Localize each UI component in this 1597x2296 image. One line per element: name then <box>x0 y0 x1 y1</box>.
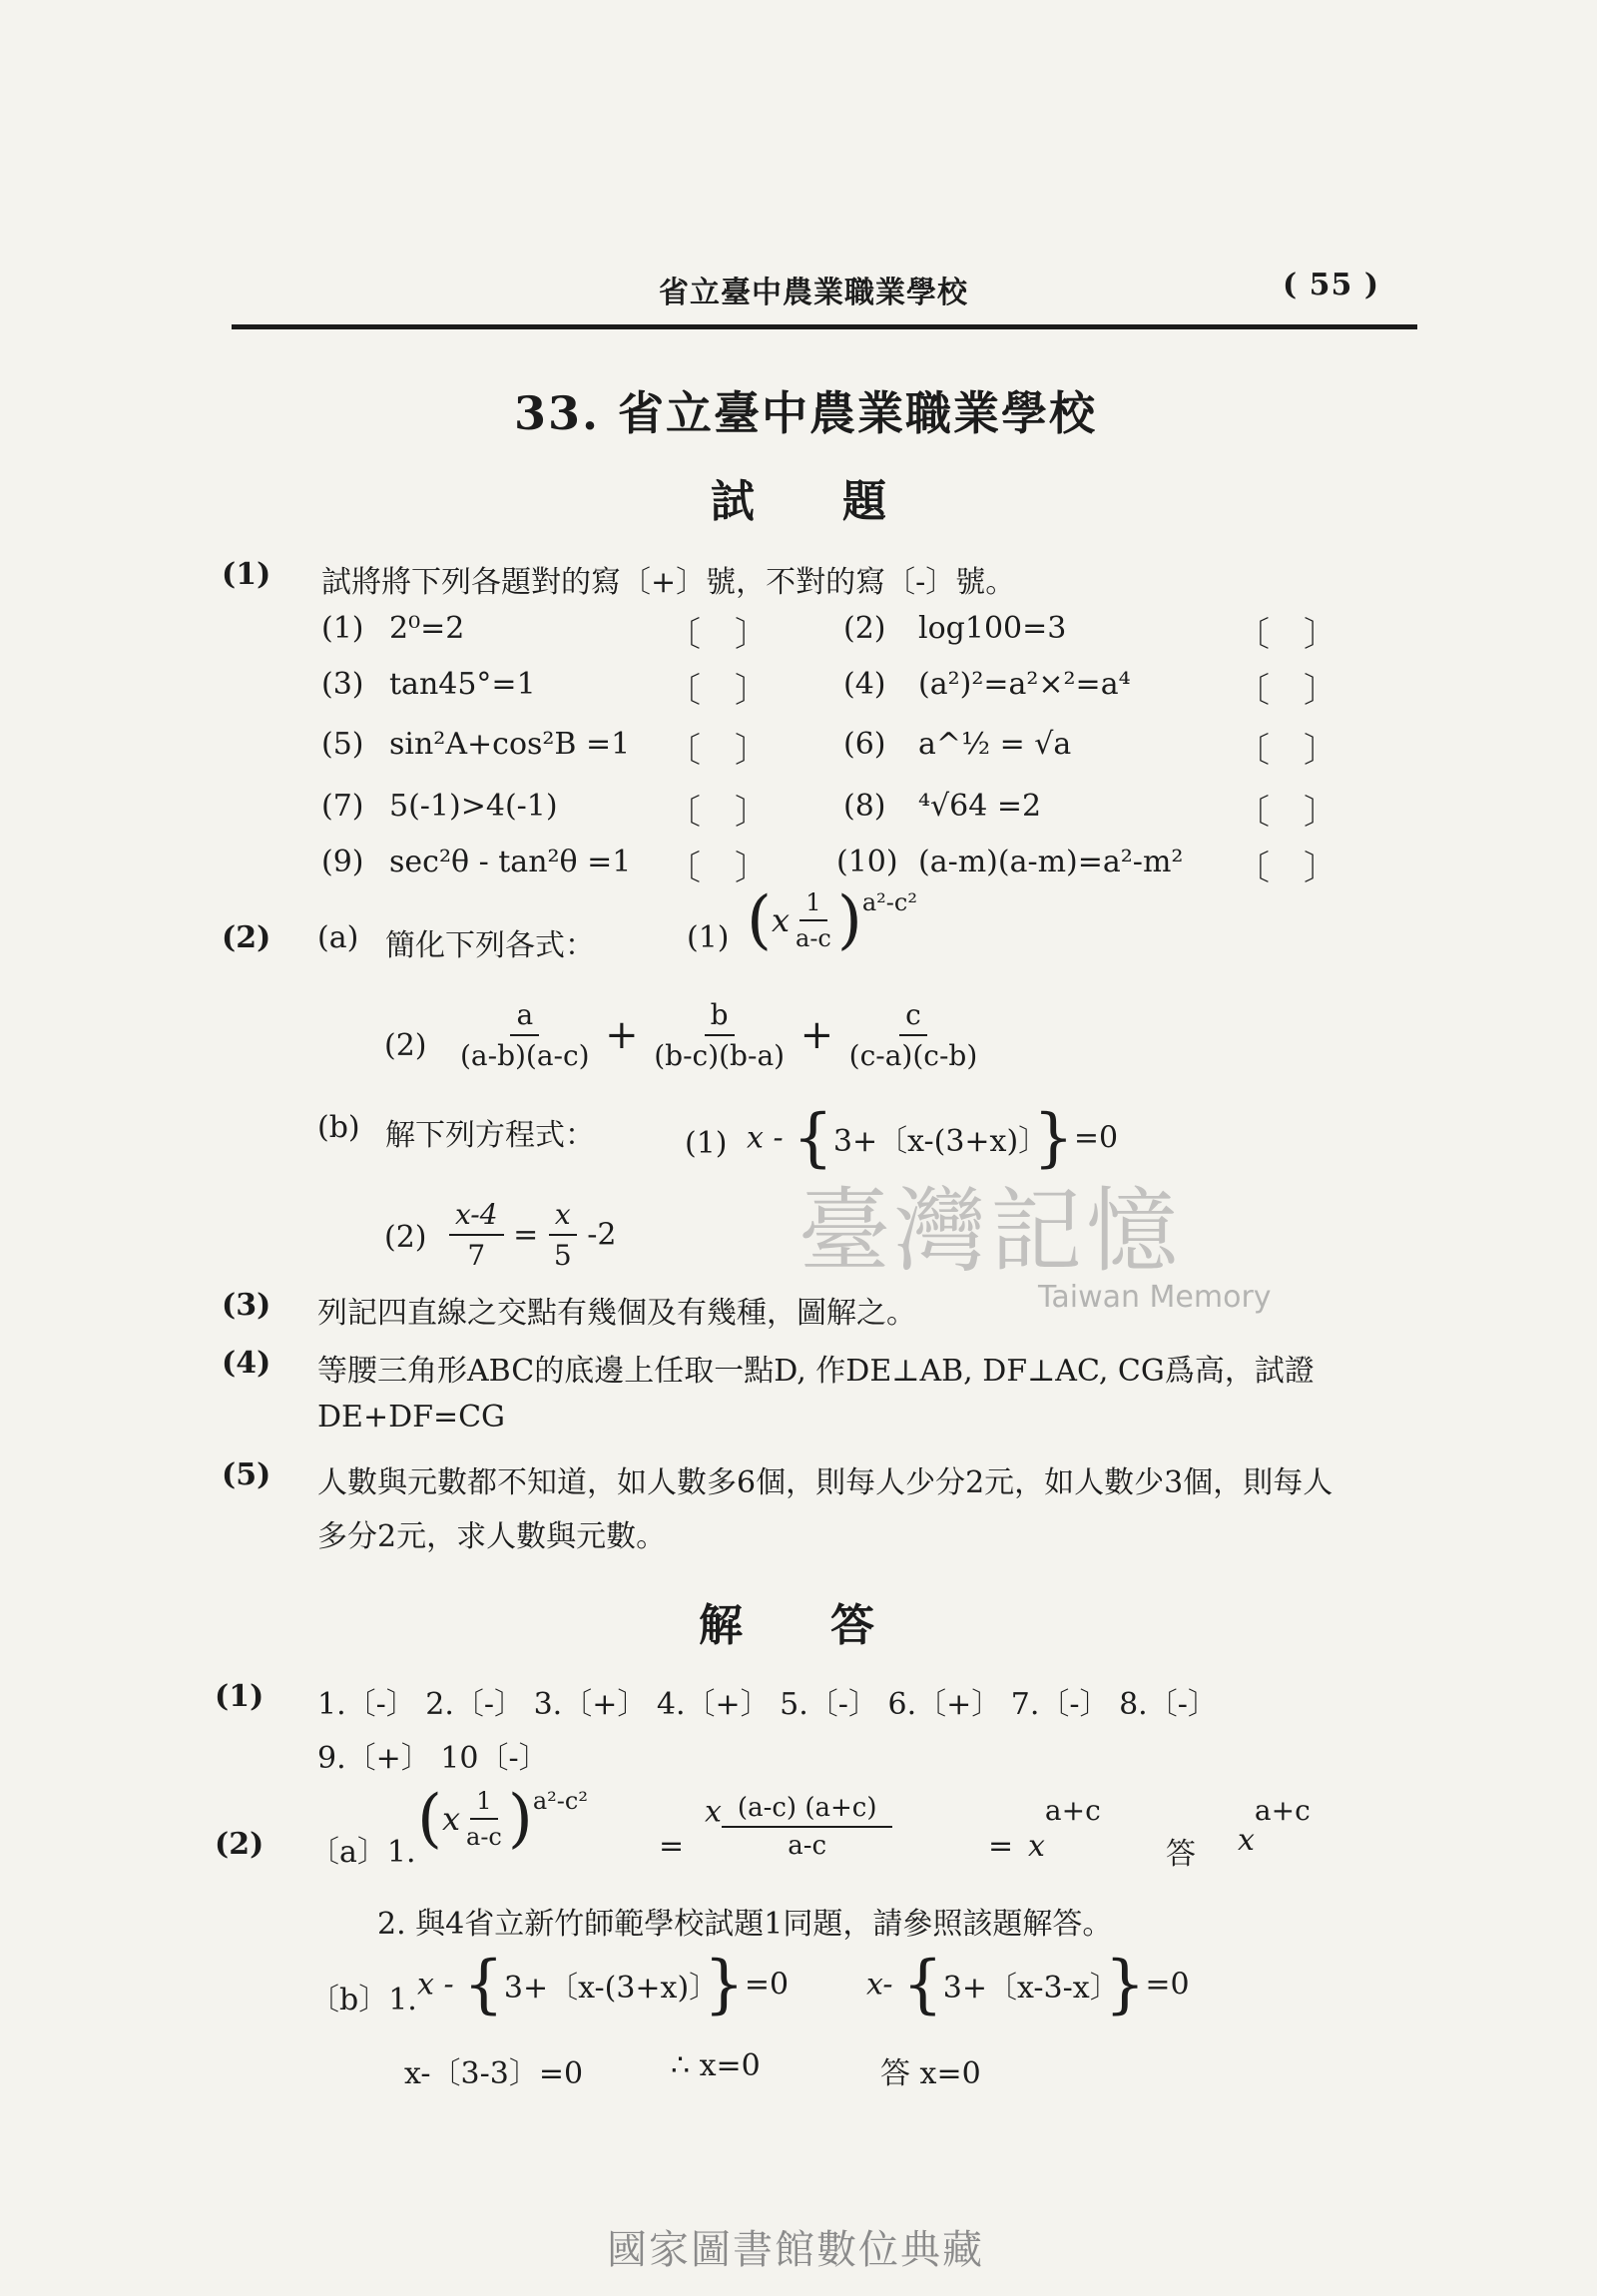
a2-answer: xa+c <box>1238 1794 1311 1858</box>
q4-label: (4) <box>222 1346 271 1381</box>
q1-item-2-expr: log100=3 <box>918 611 1067 646</box>
watermark-chinese: 臺灣記憶 <box>798 1178 1183 1285</box>
q2a2-term-2: $\frac{b}{(b-c)(b-a)}$ <box>654 998 786 1072</box>
q1-item-8-expr: ⁴√64 =2 <box>918 789 1042 824</box>
q1-item-7-label: (7) <box>321 789 364 824</box>
q2a2-expr <box>454 998 983 1072</box>
footer-archive-label: 國家圖書館數位典藏 <box>607 2227 984 2273</box>
a2-b-line2-b: ∴ x=0 <box>671 2048 761 2083</box>
a2-step: x $\frac{(a-c) (a+c)}{a-c}$ <box>705 1793 892 1861</box>
q1-item-3-expr: tan45°=1 <box>389 667 536 702</box>
q1-item-1-expr: 2⁰=2 <box>389 611 465 646</box>
q2b1-label: (1) <box>685 1126 728 1161</box>
q1-item-10-label: (10) <box>836 845 898 879</box>
q1-item-6-expr: a^½ = √a <box>918 727 1072 762</box>
q5-text-line2: 多分2元，求人數與元數。 <box>317 1519 667 1554</box>
a2-line2: 2. 與4省立新竹師範學校試題1同題，請參照該題解答。 <box>377 1907 1113 1942</box>
open-paren: ( <box>747 883 772 957</box>
q2a1-base: x <box>771 901 791 939</box>
plus-sign: + <box>605 1012 639 1058</box>
q5-label: (5) <box>222 1457 271 1492</box>
page-title: 33. 省立臺中農業職業學校 <box>514 386 1098 440</box>
running-title: 省立臺中農業職業學校 <box>659 276 968 310</box>
q2a1-outer-exp: a²-c² <box>861 888 917 916</box>
q2a2-term-3: $\frac{c}{(c-a)(c-b)}$ <box>848 998 978 1072</box>
a1-row2: 9.〔+〕 10〔-〕 <box>317 1741 549 1776</box>
q1-item-6-bracket: 〔 〕 <box>1236 731 1337 771</box>
a1-row1: 1.〔-〕 2.〔-〕 3.〔+〕 4.〔+〕 5.〔-〕 6.〔+〕 7.〔-〕 8.〔-〕 <box>317 1687 1218 1722</box>
a2-b-label: 〔b〕1. <box>309 1983 417 2017</box>
q1-item-1-bracket: 〔 〕 <box>667 615 769 655</box>
open-paren: ( <box>417 1782 442 1856</box>
q4-text-line1: 等腰三角形ABC的底邊上任取一點D, 作DE⊥AB, DF⊥AC, CG爲高，試證 <box>317 1354 1315 1389</box>
a2-b-expr2: x- {3+〔x-3-x〕}=0 <box>866 1948 1190 2021</box>
q1-item-4-bracket: 〔 〕 <box>1236 671 1337 711</box>
q1-item-9-expr: sec²θ - tan²θ =1 <box>389 845 632 879</box>
q1-item-1-label: (1) <box>321 611 364 646</box>
a2-b-line2-a: x-〔3-3〕=0 <box>404 2056 584 2091</box>
q2a2-term-1: $\frac{a}{(a-b)(a-c)}$ <box>460 998 590 1072</box>
q1-item-10-bracket: 〔 〕 <box>1236 849 1337 888</box>
q2a1-expr <box>747 883 917 957</box>
a2-exp-fraction: $\frac{1}{a-c}$ <box>466 1787 502 1851</box>
answers-heading: 解 答 <box>699 1600 874 1651</box>
q1-item-8-bracket: 〔 〕 <box>1236 793 1337 833</box>
q1-item-9-bracket: 〔 〕 <box>667 849 769 888</box>
q1-item-7-expr: 5(-1)>4(-1) <box>389 789 558 824</box>
a1-label: (1) <box>215 1679 265 1714</box>
q1-item-5-label: (5) <box>321 727 364 762</box>
q2b2-frac-1: $\frac{x-4}{7}$ <box>449 1198 504 1272</box>
q1-item-7-bracket: 〔 〕 <box>667 793 769 833</box>
header-rule <box>232 324 1417 329</box>
q2b2-label: (2) <box>384 1220 427 1255</box>
a2-label: (2) <box>215 1827 265 1862</box>
q1-item-3-bracket: 〔 〕 <box>667 671 769 711</box>
page-number: ( 55 ) <box>1283 268 1380 302</box>
a2-b-expr1: x - {3+〔x-(3+x)〕}=0 <box>417 1948 790 2021</box>
q2b-label: (b) <box>317 1110 360 1145</box>
open-brace: { <box>902 1948 943 2021</box>
close-brace: } <box>1104 1948 1146 2021</box>
a2-answer-label: 答 <box>1166 1837 1196 1872</box>
close-paren: ) <box>836 883 862 957</box>
q2a1-label: (1) <box>687 920 730 955</box>
q3-text: 列記四直線之交點有幾個及有幾種，圖解之。 <box>317 1296 916 1331</box>
q1-item-2-label: (2) <box>843 611 886 646</box>
q1-text: 試將將下列各題對的寫〔+〕號，不對的寫〔-〕號。 <box>321 565 1016 600</box>
a2-step2: xa+c <box>1028 1794 1101 1864</box>
close-paren: ) <box>507 1782 533 1856</box>
q1-item-3-label: (3) <box>321 667 364 702</box>
q2a-label: (a) <box>317 920 359 955</box>
q1-item-4-expr: (a²)²=a²×²=a⁴ <box>918 667 1131 702</box>
q2b-text: 解下列方程式： <box>385 1118 595 1153</box>
q2-label: (2) <box>222 920 271 955</box>
a2-b-line2-c: 答 x=0 <box>880 2056 981 2091</box>
q2a1-exp-fraction: $\frac{1}{a-c}$ <box>796 888 831 952</box>
q3-label: (3) <box>222 1288 271 1323</box>
q1-item-6-label: (6) <box>843 727 886 762</box>
q1-item-5-expr: sin²A+cos²B =1 <box>389 727 631 762</box>
q2b2-frac-2: $\frac{x}{5}$ <box>548 1198 578 1272</box>
q1-item-4-label: (4) <box>843 667 886 702</box>
close-brace: } <box>1033 1101 1074 1175</box>
watermark-english: Taiwan Memory <box>1038 1280 1272 1315</box>
a2-a-label: 〔a〕1. <box>309 1835 416 1870</box>
q2b1-expr: x - {3+〔x-(3+x)〕}=0 <box>747 1101 1119 1175</box>
q1-item-8-label: (8) <box>843 789 886 824</box>
q1-item-10-expr: (a-m)(a-m)=a²-m² <box>918 845 1184 879</box>
a2-a-expr: (x $\frac{1}{a-c}$ )$^{a^2-c^2}$ <box>417 1782 588 1856</box>
open-brace: { <box>463 1948 504 2021</box>
q1-label: (1) <box>222 557 271 592</box>
q1-item-5-bracket: 〔 〕 <box>667 731 769 771</box>
q1-item-2-bracket: 〔 〕 <box>1236 615 1337 655</box>
q5-text-line1: 人數與元數都不知道，如人數多6個，則每人少分2元，如人數少3個，則每人 <box>317 1465 1333 1500</box>
plus-sign: + <box>799 1012 834 1058</box>
q1-item-9-label: (9) <box>321 845 364 879</box>
q2b2-expr: $\frac{x-4}{7}$ = $\frac{x}{5}$ -2 <box>449 1198 616 1272</box>
close-brace: } <box>704 1948 745 2021</box>
open-brace: { <box>793 1101 833 1175</box>
a2-eq: = <box>659 1829 685 1864</box>
q2a2-label: (2) <box>384 1028 427 1063</box>
q4-text-line2: DE+DF=CG <box>317 1400 506 1435</box>
a2-step-fraction: $\frac{(a-c) (a+c)}{a-c}$ <box>722 1793 893 1861</box>
a2-eq2: = <box>988 1829 1014 1864</box>
q2a-text: 簡化下列各式： <box>385 928 595 963</box>
questions-heading: 試 題 <box>711 476 886 527</box>
